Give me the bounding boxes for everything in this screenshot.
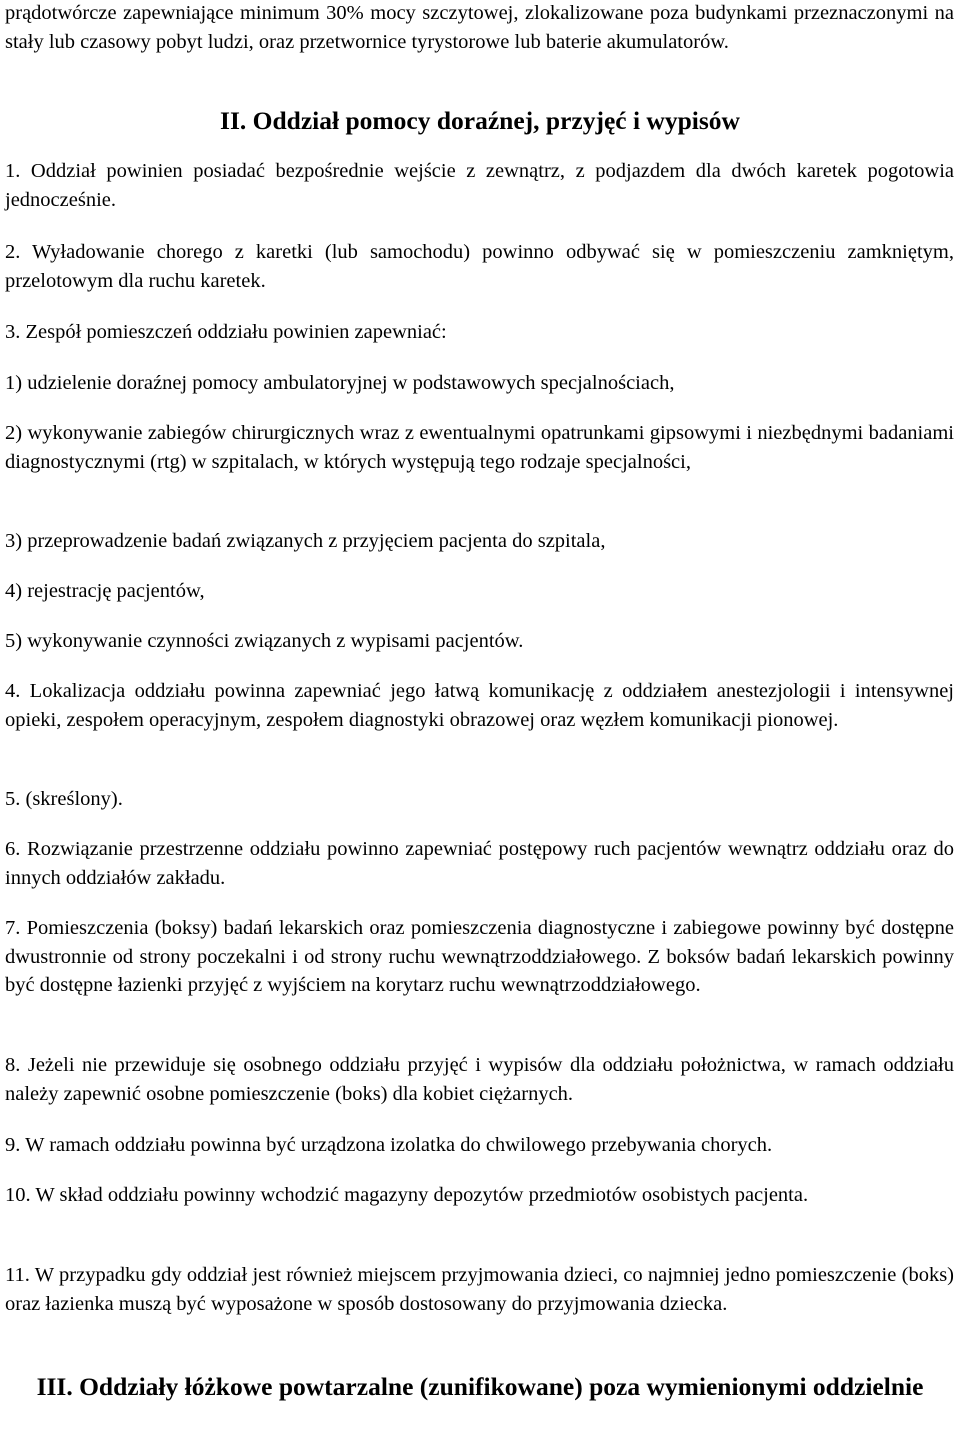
paragraph-6: 6. Rozwiązanie przestrzenne oddziału powinno zapewniać postępowy ruch pacjentów wewnątrz oddziału oraz do innych oddziałów zakładu. <box>5 838 954 889</box>
paragraph-4: 4. Lokalizacja oddziału powinna zapewniać jego łatwą komunikację z oddziałem anestezjologii i intensywnej opieki, zespołem operacyjnym, zespołem diagnostyki obrazowej oraz węzłem komunikacji pionowej. <box>5 680 954 731</box>
paragraph-5: 5. (skreślony). <box>5 788 123 810</box>
paragraph-10: 10. W skład oddziału powinny wchodzić magazyny depozytów przedmiotów osobistych pacjenta. <box>5 1184 809 1206</box>
list-item-3: 3) przeprowadzenie badań związanych z przyjęciem pacjenta do szpitala, <box>5 530 606 552</box>
paragraph-3: 3. Zespół pomieszczeń oddziału powinien zapewniać: <box>5 321 447 343</box>
section-heading-ii: II. Oddział pomocy doraźnej, przyjęć i wypisów <box>220 106 740 135</box>
paragraph-7: 7. Pomieszczenia (boksy) badań lekarskich oraz pomieszczenia diagnostyczne i zabiegowe powinny być dostępne dwustronnie od strony poczekalni i od strony ruchu wewnątrzoddziałowego. Z boksów badań lekarskich powinny być dostępne łazienki przyjęć z wyjściem na korytarz ruchu wewnątrzoddziałowego. <box>5 917 954 996</box>
list-item-2: 2) wykonywanie zabiegów chirurgicznych wraz z ewentualnymi opatrunkami gipsowymi i niezbędnymi badaniami diagnostycznymi (rtg) w szpitalach, w których występują tego rodzaje specjalności, <box>5 422 954 473</box>
list-item-4: 4) rejestrację pacjentów, <box>5 580 205 602</box>
intro-paragraph: prądotwórcze zapewniające minimum 30% mocy szczytowej, zlokalizowane poza budynkami przeznaczonymi na stały lub czasowy pobyt ludzi, oraz przetwornice tyrystorowe lub baterie akumulatorów. <box>5 2 954 53</box>
list-item-1: 1) udzielenie doraźnej pomocy ambulatoryjnej w podstawowych specjalnościach, <box>5 372 675 394</box>
paragraph-1: 1. Oddział powinien posiadać bezpośrednie wejście z zewnątrz, z podjazdem dla dwóch karetek pogotowia jednocześnie. <box>5 160 954 211</box>
paragraph-9: 9. W ramach oddziału powinna być urządzona izolatka do chwilowego przebywania chorych. <box>5 1134 773 1156</box>
paragraph-2: 2. Wyładowanie chorego z karetki (lub samochodu) powinno odbywać się w pomieszczeniu zamkniętym, przelotowym dla ruchu karetek. <box>5 241 954 292</box>
paragraph-11: 11. W przypadku gdy oddział jest również miejscem przyjmowania dzieci, co najmniej jedno pomieszczenie (boks) oraz łazienka muszą być wyposażone w sposób dostosowany do przyjmowania dziecka. <box>5 1264 954 1315</box>
list-item-5: 5) wykonywanie czynności związanych z wypisami pacjentów. <box>5 630 524 652</box>
section-heading-iii: III. Oddziały łóżkowe powtarzalne (zunifikowane) poza wymienionymi oddzielnie <box>36 1372 924 1401</box>
paragraph-8: 8. Jeżeli nie przewiduje się osobnego oddziału przyjęć i wypisów dla oddziału położnictwa, w ramach oddziału należy zapewnić osobne pomieszczenie (boks) dla kobiet ciężarnych. <box>5 1054 954 1105</box>
